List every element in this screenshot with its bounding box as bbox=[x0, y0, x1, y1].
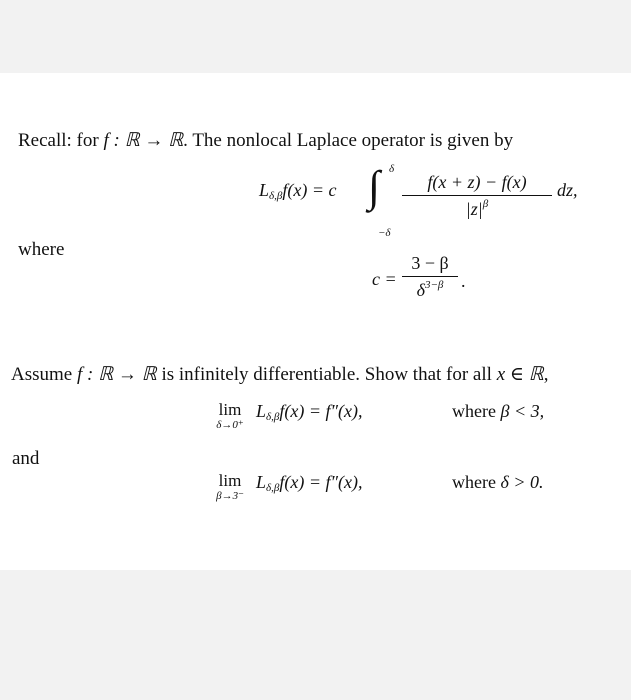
limit-1-cond: β < 3, bbox=[500, 401, 545, 421]
integral-lower-limit: −δ bbox=[378, 227, 391, 239]
constant-lhs: c = bbox=[372, 269, 397, 289]
constant-period: . bbox=[461, 271, 466, 291]
constant-fraction-bar bbox=[402, 276, 458, 277]
limit-1-op: L bbox=[256, 401, 267, 421]
limit-2-operator bbox=[208, 471, 252, 502]
constant-numerator: 3 − β bbox=[411, 253, 449, 273]
assume-prefix: Assume bbox=[11, 364, 77, 385]
limit-1-under: δ→0⁺ bbox=[216, 419, 244, 431]
limit-1-rest: f(x) = f″(x), bbox=[279, 401, 363, 421]
recall-sentence bbox=[18, 129, 513, 152]
integrand-numerator: f(x + z) − f(x) bbox=[427, 172, 527, 192]
limit-2-cond-word: where bbox=[452, 472, 501, 492]
integral-sign: ∫ bbox=[368, 162, 381, 211]
document-page bbox=[0, 73, 631, 570]
integrand-denominator bbox=[402, 198, 552, 220]
limit-2-op: L bbox=[256, 472, 267, 492]
assume-end: , bbox=[543, 364, 549, 385]
denominator-abs: |z| bbox=[465, 199, 483, 219]
limit-1-operator bbox=[208, 400, 252, 431]
assume-sentence bbox=[11, 363, 548, 386]
assume-set: x ∈ ℝ bbox=[496, 364, 544, 385]
limit-1-sub: δ,β bbox=[266, 411, 280, 423]
limit-1-expression bbox=[256, 401, 362, 423]
limit-2-expression bbox=[256, 472, 362, 494]
integral-differential: dz, bbox=[557, 180, 578, 200]
limit-1-condition bbox=[452, 401, 544, 422]
assume-map: f : ℝ → ℝ bbox=[76, 364, 157, 385]
recall-prefix: Recall: for bbox=[18, 130, 104, 151]
limit-2-under: β→3⁻ bbox=[216, 490, 244, 502]
assume-middle: is infinitely differentiable. Show that for all bbox=[156, 364, 497, 385]
constant-denominator bbox=[402, 279, 458, 301]
limit-2-cond: δ > 0. bbox=[500, 472, 544, 492]
integrand-fraction-bar bbox=[402, 195, 552, 196]
constant-den-power: 3−β bbox=[424, 279, 444, 291]
limit-2-sub: δ,β bbox=[266, 482, 280, 494]
limit-2-condition bbox=[452, 472, 544, 493]
limit-2-rest: f(x) = f″(x), bbox=[279, 472, 363, 492]
operator-lhs-rest: f(x) = c bbox=[282, 180, 337, 200]
denominator-power: β bbox=[482, 198, 489, 210]
operator-lhs bbox=[259, 180, 336, 202]
operator-symbol: L bbox=[259, 180, 270, 200]
limit-1-cond-word: where bbox=[452, 401, 501, 421]
limit-2-lim: lim bbox=[218, 471, 242, 490]
constant-den-base: δ bbox=[416, 280, 425, 300]
and-word: and bbox=[12, 448, 40, 469]
recall-rest: . The nonlocal Laplace operator is given by bbox=[183, 130, 514, 151]
operator-subscript: δ,β bbox=[269, 190, 283, 202]
integrand-fraction bbox=[402, 172, 552, 220]
limit-1-lim: lim bbox=[218, 400, 242, 419]
recall-map: f : ℝ → ℝ bbox=[103, 130, 184, 151]
integral-upper-limit: δ bbox=[389, 163, 395, 175]
constant-fraction bbox=[402, 253, 458, 301]
where-word: where bbox=[18, 239, 65, 260]
